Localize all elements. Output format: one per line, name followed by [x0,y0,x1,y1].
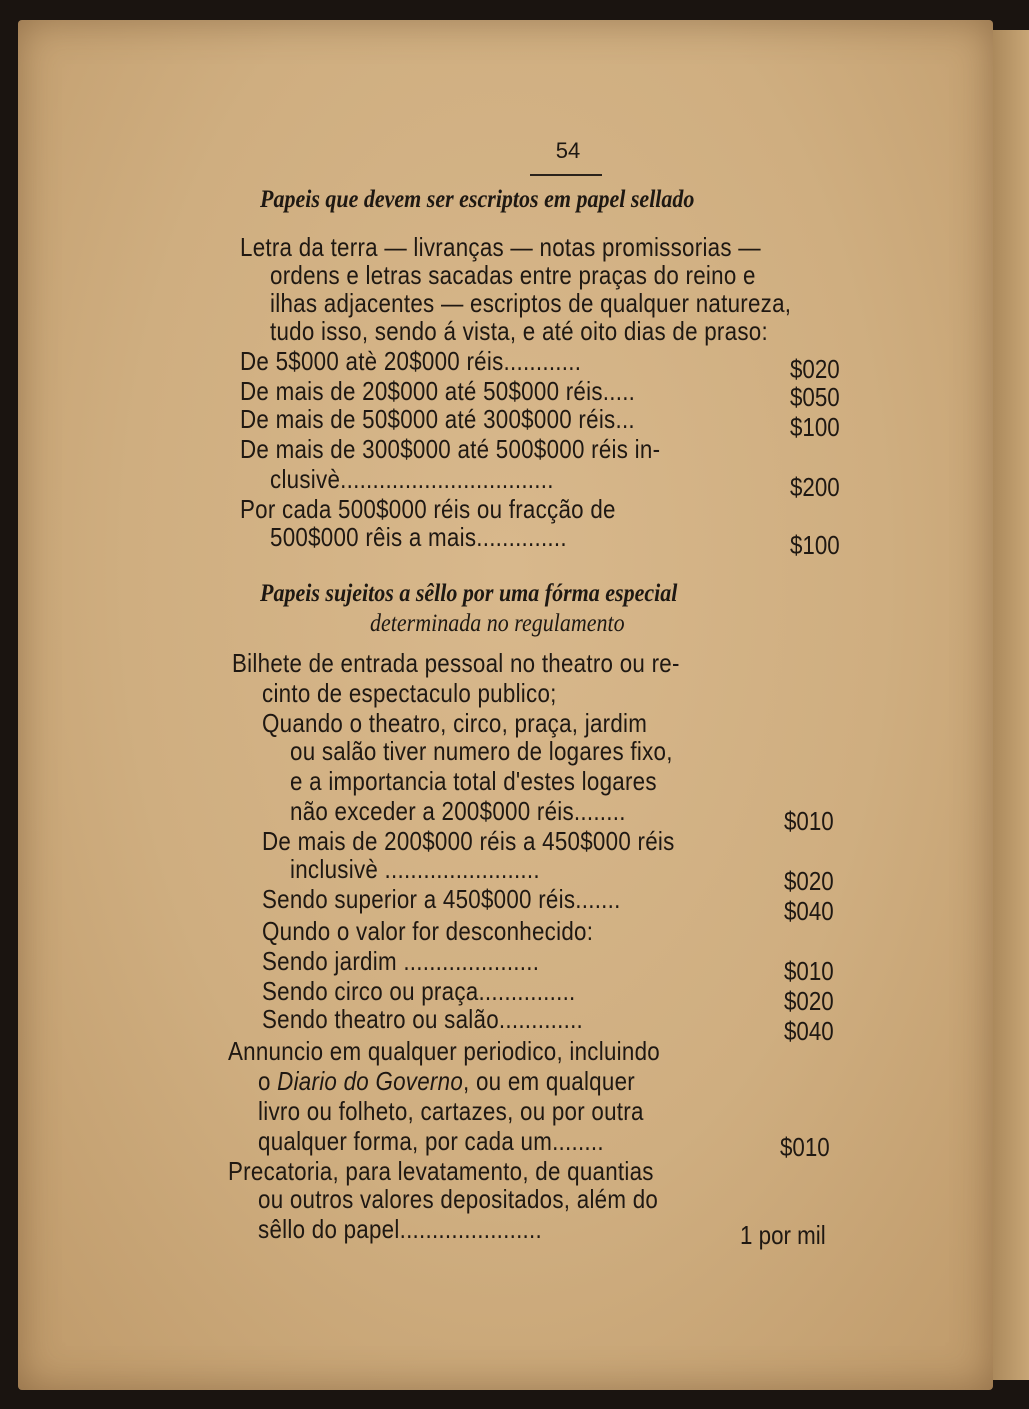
section2-subheading: determinada no regulamento [370,610,625,637]
tariff-price: $100 [790,530,840,560]
tariff-row: cinto de espectaculo publico; [262,678,557,708]
tariff-price: $100 [790,412,840,442]
tariff-row: Quando o theatro, circo, praça, jardim [262,708,648,738]
tariff-row: ou outros valores depositados, além do [258,1184,659,1214]
tariff-row: qualquer forma, por cada um........ [258,1126,604,1156]
section1-intro-line: ordens e letras sacadas entre praças do reino e [270,260,756,290]
tariff-row: 500$000 rêis a mais.............. [270,522,567,552]
tariff-row: De 5$000 atè 20$000 réis............ [240,346,582,376]
section1-heading: Papeis que devem ser escriptos em papel sellado [260,186,695,213]
tariff-row: ou salão tiver numero de logares fixo, [290,736,673,766]
tariff-row: Qundo o valor for desconhecido: [262,916,594,946]
tariff-price: $050 [790,382,840,412]
tariff-row: De mais de 50$000 até 300$000 réis... [240,404,635,434]
section1-intro-line: ilhas adjacentes — escriptos de qualquer natureza, [270,288,792,318]
tariff-row: sêllo do papel...................... [258,1214,542,1244]
tariff-row: livro ou folheto, cartazes, ou por outra [258,1096,644,1126]
tariff-row: Sendo circo ou praça............... [262,976,576,1006]
tariff-row: De mais de 200$000 réis a 450$000 réis [262,826,675,856]
page-number: 54 [555,138,581,163]
tariff-price: $040 [784,1016,834,1046]
tariff-row: Sendo superior a 450$000 réis....... [262,884,621,914]
tariff-row: não exceder a 200$000 réis........ [290,796,626,826]
text-post: , ou em qualquer [463,1066,635,1096]
tariff-price: $040 [784,896,834,926]
tariff-price: $200 [790,472,840,502]
tariff-price: $010 [784,956,834,986]
page-number-rule [530,174,602,176]
tariff-row: Annuncio em qualquer periodico, incluindo [228,1036,660,1066]
book-page [18,20,993,1390]
tariff-row: Sendo jardim ..................... [262,946,540,976]
adjacent-page-edge [990,30,1029,1380]
tariff-row: Precatoria, para levatamento, de quantias [228,1156,654,1186]
tariff-price: $010 [784,806,834,836]
tariff-price: 1 por mil [740,1220,826,1250]
tariff-row: inclusivè ........................ [290,854,540,884]
section2-heading: Papeis sujeitos a sêllo por uma fórma especial [260,580,678,607]
tariff-row: De mais de 20$000 até 50$000 réis..... [240,376,636,406]
tariff-price: $010 [780,1132,830,1162]
tariff-row: Sendo theatro ou salão............. [262,1004,584,1034]
tariff-row: e a importancia total d'estes logares [290,766,657,796]
tariff-row: Por cada 500$000 réis ou fracção de [240,494,616,524]
section1-intro-line: tudo isso, sendo á vista, e até oito dias de praso: [270,316,768,346]
tariff-price: $020 [790,354,840,384]
publication-name: Diario do Governo [277,1066,464,1096]
tariff-row: clusivè................................. [270,464,554,494]
section1-intro-line: Letra da terra — livranças — notas promissorias — [240,232,761,262]
tariff-row: Bilhete de entrada pessoal no theatro ou re- [232,648,680,678]
tariff-price: $020 [784,866,834,896]
tariff-price: $020 [784,986,834,1016]
tariff-row [258,1066,635,1097]
text-pre: o [258,1066,278,1096]
tariff-row: De mais de 300$000 até 500$000 réis in- [240,434,661,464]
